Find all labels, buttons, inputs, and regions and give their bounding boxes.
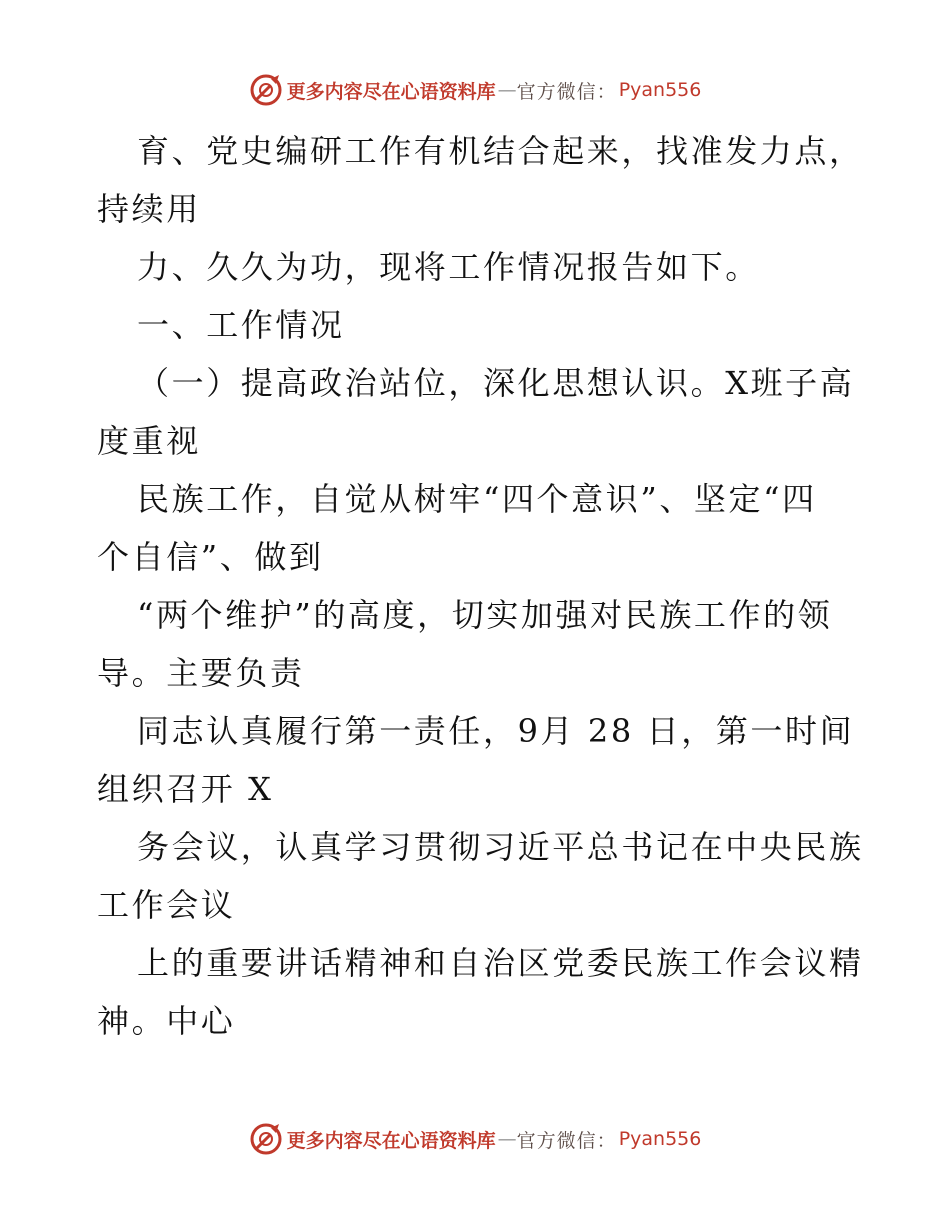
text-line: 个自信”、做到 [97,538,324,576]
watermark-dash: — [497,79,515,101]
text-line: 同志认真履行第一责任，9月 28 日，第一时间 [137,712,855,750]
text-line: 神。中心 [97,1002,236,1040]
watermark-sub-text: 官方微信： [516,80,617,103]
document-body [97,122,864,1050]
text-line: 民族工作，自觉从树牢“四个意识”、坚定“四 [137,480,817,518]
text-line: 持续用 [97,190,201,228]
watermark-main-text: 更多内容尽在心语资料库 [286,1129,496,1152]
text-line: 上的重要讲话精神和自治区党委民族工作会议精 [137,944,864,982]
footer-watermark [0,1119,950,1159]
section-heading: 一、工作情况 [137,306,345,344]
text-line: 育、党史编研工作有机结合起来，找准发力点， [137,132,864,170]
pen-seal-icon [249,73,283,107]
text-line: “两个维护”的高度，切实加强对民族工作的领 [137,596,833,634]
pen-seal-icon [249,1122,283,1156]
watermark-main-text: 更多内容尽在心语资料库 [286,80,496,103]
watermark-wechat-id: Pyan556 [618,79,702,101]
text-line: 组织召开 X [97,770,274,808]
header-watermark [0,70,950,110]
watermark-dash: — [497,1128,515,1150]
text-line: 务会议，认真学习贯彻习近平总书记在中央民族 [137,828,864,866]
text-line: 度重视 [97,422,201,460]
watermark-wechat-id: Pyan556 [618,1128,702,1150]
text-line: 导。主要负责 [97,654,305,692]
text-line: （一）提高政治站位，深化思想认识。X班子高 [137,364,855,402]
text-line: 力、久久为功，现将工作情况报告如下。 [137,248,760,286]
watermark-sub-text: 官方微信： [516,1129,617,1152]
text-line: 工作会议 [97,886,236,924]
